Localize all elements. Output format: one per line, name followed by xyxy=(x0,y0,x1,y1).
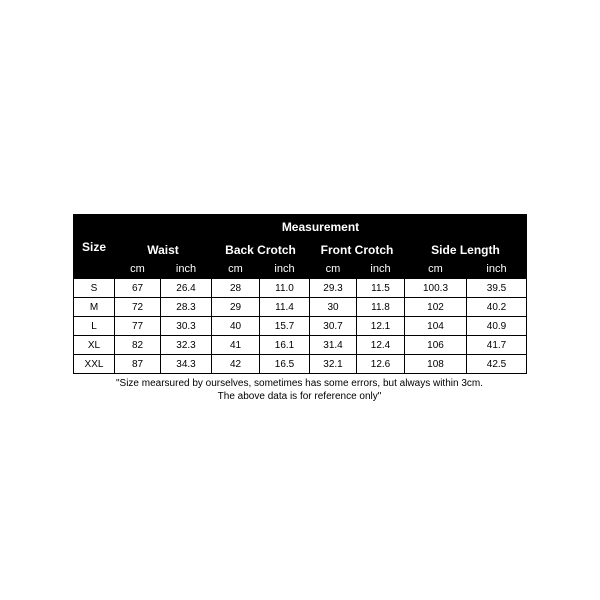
measurement-cell: 41.7 xyxy=(467,336,527,355)
unit-header: cm xyxy=(310,260,357,279)
unit-header: inch xyxy=(260,260,310,279)
measurement-cell: 28 xyxy=(212,279,260,298)
measurement-cell: 100.3 xyxy=(405,279,467,298)
measurement-cell: 11.0 xyxy=(260,279,310,298)
size-cell: XL xyxy=(74,336,115,355)
measurement-cell: 87 xyxy=(115,355,161,374)
size-note xyxy=(73,377,526,403)
size-table xyxy=(73,214,527,374)
unit-header: cm xyxy=(405,260,467,279)
table-row xyxy=(74,298,527,317)
side-length-header: Side Length xyxy=(405,240,527,260)
measurement-cell: 106 xyxy=(405,336,467,355)
measurement-cell: 31.4 xyxy=(310,336,357,355)
note-line-1: "Size mearsured by ourselves, sometimes has some errors, but always within 3cm. xyxy=(115,378,484,389)
size-header: Size xyxy=(74,215,115,279)
size-cell: XXL xyxy=(74,355,115,374)
size-cell: L xyxy=(74,317,115,336)
back-crotch-header: Back Crotch xyxy=(212,240,310,260)
measurement-cell: 42 xyxy=(212,355,260,374)
table-row xyxy=(74,279,527,298)
measurement-cell: 32.1 xyxy=(310,355,357,374)
measurement-cell: 104 xyxy=(405,317,467,336)
waist-header: Waist xyxy=(115,240,212,260)
size-table-body xyxy=(74,279,527,374)
measurement-cell: 40.9 xyxy=(467,317,527,336)
measurement-cell: 30.7 xyxy=(310,317,357,336)
measurement-cell: 40.2 xyxy=(467,298,527,317)
measurement-cell: 11.5 xyxy=(357,279,405,298)
measurement-cell: 102 xyxy=(405,298,467,317)
measurement-cell: 15.7 xyxy=(260,317,310,336)
measurement-cell: 32.3 xyxy=(161,336,212,355)
size-cell: S xyxy=(74,279,115,298)
measurement-cell: 72 xyxy=(115,298,161,317)
measurement-cell: 30.3 xyxy=(161,317,212,336)
measurement-cell: 41 xyxy=(212,336,260,355)
measurement-header: Measurement xyxy=(115,215,527,240)
measurement-cell: 16.5 xyxy=(260,355,310,374)
measurement-cell: 39.5 xyxy=(467,279,527,298)
measurement-cell: 82 xyxy=(115,336,161,355)
measurement-cell: 16.1 xyxy=(260,336,310,355)
unit-header: inch xyxy=(357,260,405,279)
table-row xyxy=(74,355,527,374)
measurement-cell: 42.5 xyxy=(467,355,527,374)
measurement-cell: 29 xyxy=(212,298,260,317)
measurement-cell: 34.3 xyxy=(161,355,212,374)
measurement-cell: 77 xyxy=(115,317,161,336)
unit-header: cm xyxy=(115,260,161,279)
measurement-cell: 29.3 xyxy=(310,279,357,298)
measurement-cell: 28.3 xyxy=(161,298,212,317)
size-cell: M xyxy=(74,298,115,317)
size-chart xyxy=(73,214,526,403)
measurement-cell: 108 xyxy=(405,355,467,374)
measurement-cell: 40 xyxy=(212,317,260,336)
unit-header: inch xyxy=(161,260,212,279)
measurement-cell: 11.8 xyxy=(357,298,405,317)
measurement-cell: 30 xyxy=(310,298,357,317)
front-crotch-header: Front Crotch xyxy=(310,240,405,260)
unit-header: cm xyxy=(212,260,260,279)
table-row xyxy=(74,336,527,355)
measurement-cell: 67 xyxy=(115,279,161,298)
note-line-2: The above data is for reference only" xyxy=(217,391,382,402)
measurement-cell: 11.4 xyxy=(260,298,310,317)
measurement-cell: 26.4 xyxy=(161,279,212,298)
measurement-cell: 12.4 xyxy=(357,336,405,355)
measurement-cell: 12.6 xyxy=(357,355,405,374)
unit-header: inch xyxy=(467,260,527,279)
measurement-cell: 12.1 xyxy=(357,317,405,336)
table-row xyxy=(74,317,527,336)
